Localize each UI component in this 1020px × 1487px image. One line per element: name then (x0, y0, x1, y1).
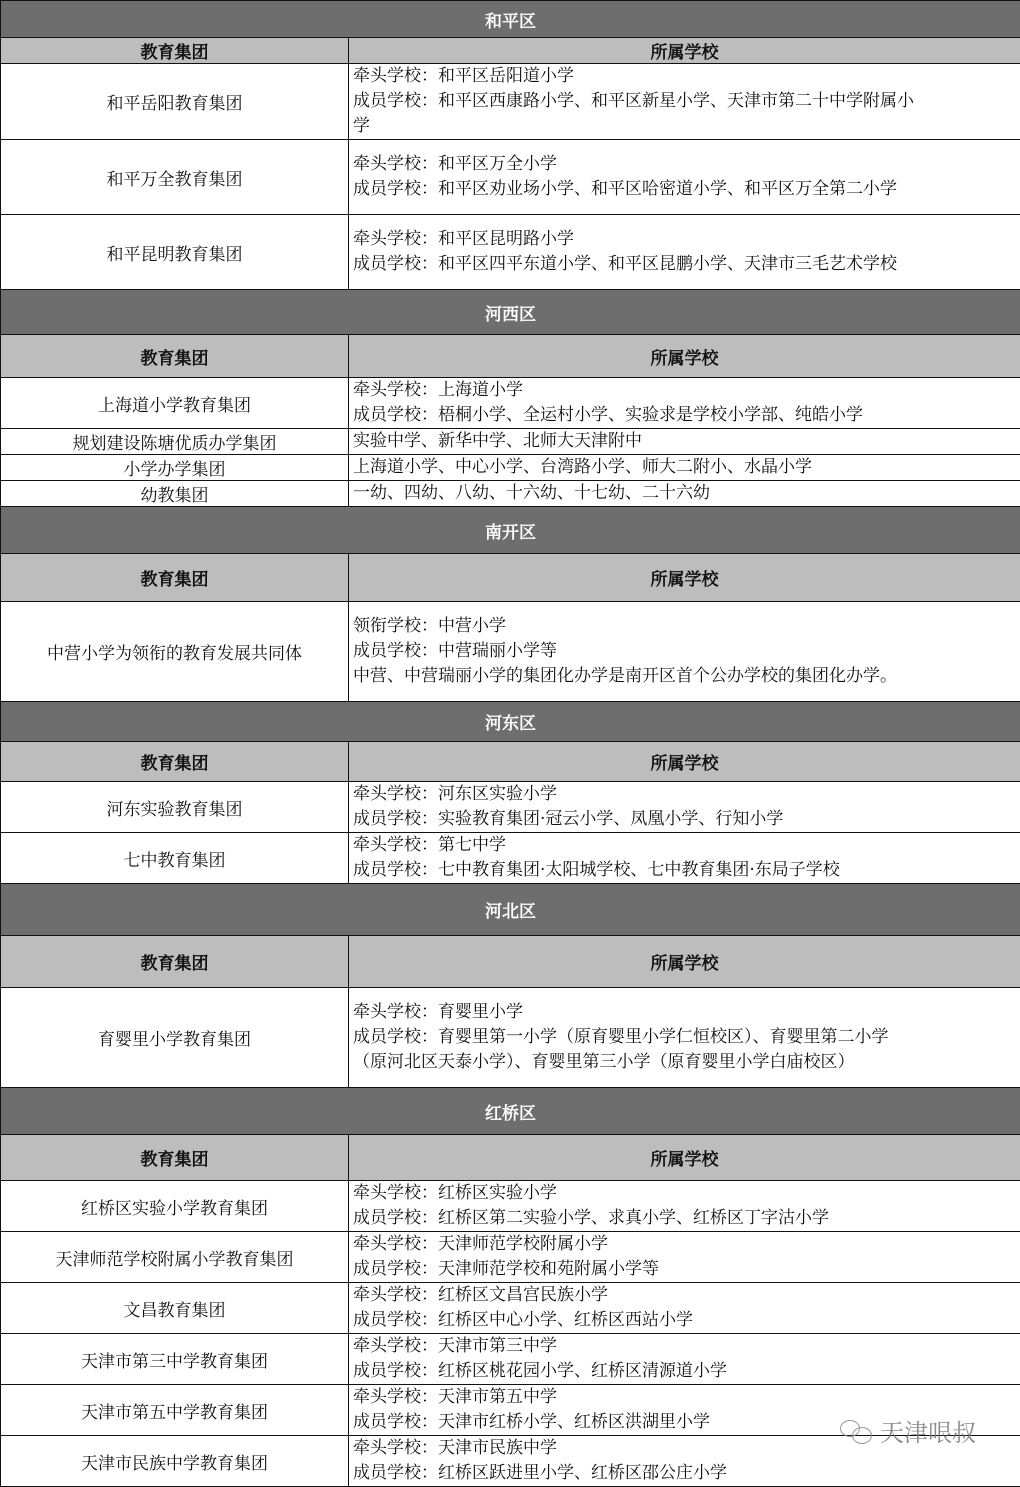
district-header-hexi: 河西区 (1, 290, 1020, 335)
group-name: 红桥区实验小学教育集团 (1, 1181, 349, 1232)
schools-cell: 领衔学校：中营小学 成员学校：中营瑞丽小学等 中营、中营瑞丽小学的集团化办学是南开区首个公办学校的集团化办学。 (349, 602, 1020, 702)
district-header-hongqiao: 红桥区 (1, 1088, 1020, 1135)
table-row (1, 1232, 1020, 1283)
group-name: 七中教育集团 (1, 833, 349, 884)
table-row (1, 455, 1020, 481)
schools-cell: 牵头学校：天津市第五中学 成员学校：天津市红桥小学、红桥区洪湖里小学 (349, 1385, 1020, 1436)
group-name: 中营小学为领衔的教育发展共同体 (1, 602, 349, 702)
district-header-hebei: 河北区 (1, 884, 1020, 936)
schools-cell: 牵头学校：河东区实验小学 成员学校：实验教育集团·冠云小学、凤凰小学、行知小学 (349, 782, 1020, 833)
schools-cell: 牵头学校：上海道小学 成员学校：梧桐小学、全运村小学、实验求是学校小学部、纯皓小学 (349, 378, 1020, 429)
group-name: 小学办学集团 (1, 455, 349, 481)
schools-cell: 实验中学、新华中学、北师大天津附中 (349, 429, 1020, 455)
schools-cell: 牵头学校：和平区岳阳道小学 成员学校：和平区西康路小学、和平区新星小学、天津市第二十中学附属小 学 (349, 64, 1020, 140)
schools-cell: 牵头学校：红桥区实验小学 成员学校：红桥区第二实验小学、求真小学、红桥区丁字沽小学 (349, 1181, 1020, 1232)
group-name: 河东实验教育集团 (1, 782, 349, 833)
column-header-row: 教育集团 所属学校 (1, 936, 1020, 988)
column-header-row: 教育集团 所属学校 (1, 335, 1020, 378)
wechat-icon (840, 1418, 874, 1444)
group-name: 规划建设陈塘优质办学集团 (1, 429, 349, 455)
table-row (1, 1181, 1020, 1232)
schools-cell: 牵头学校：红桥区文昌宫民族小学 成员学校：红桥区中心小学、红桥区西站小学 (349, 1283, 1020, 1334)
schools-cell: 牵头学校：天津师范学校附属小学 成员学校：天津师范学校和苑附属小学等 (349, 1232, 1020, 1283)
group-name: 和平昆明教育集团 (1, 215, 349, 290)
watermark-text: 天津哏叔 (880, 1413, 976, 1448)
district-header-nankai: 南开区 (1, 507, 1020, 554)
schools-cell: 牵头学校：育婴里小学 成员学校：育婴里第一小学（原育婴里小学仁恒校区）、育婴里第二小学 （原河北区天泰小学）、育婴里第三小学（原育婴里小学白庙校区） (349, 988, 1020, 1088)
column-header-row: 教育集团 所属学校 (1, 554, 1020, 602)
schools-cell: 上海道小学、中心小学、台湾路小学、师大二附小、水晶小学 (349, 455, 1020, 481)
table-row (1, 64, 1020, 140)
district-header-hedong: 河东区 (1, 702, 1020, 742)
group-name: 天津师范学校附属小学教育集团 (1, 1232, 349, 1283)
table-row (1, 140, 1020, 215)
table-row (1, 429, 1020, 455)
column-header-row: 教育集团 所属学校 (1, 38, 1020, 64)
column-header-row: 教育集团 所属学校 (1, 1135, 1020, 1181)
group-name: 天津市第五中学教育集团 (1, 1385, 349, 1436)
schools-cell: 牵头学校：天津市民族中学 成员学校：红桥区跃进里小学、红桥区邵公庄小学 (349, 1436, 1020, 1487)
table-row (1, 378, 1020, 429)
column-header-row: 教育集团 所属学校 (1, 742, 1020, 782)
schools-cell: 牵头学校：和平区万全小学 成员学校：和平区劝业场小学、和平区哈密道小学、和平区万全第二小学 (349, 140, 1020, 215)
schools-cell: 牵头学校：天津市第三中学 成员学校：红桥区桃花园小学、红桥区清源道小学 (349, 1334, 1020, 1385)
table-row (1, 833, 1020, 884)
schools-cell: 牵头学校：第七中学 成员学校：七中教育集团·太阳城学校、七中教育集团·东局子学校 (349, 833, 1020, 884)
schools-cell: 牵头学校：和平区昆明路小学 成员学校：和平区四平东道小学、和平区昆鹏小学、天津市三毛艺术学校 (349, 215, 1020, 290)
group-name: 天津市民族中学教育集团 (1, 1436, 349, 1487)
group-name: 文昌教育集团 (1, 1283, 349, 1334)
table-row (1, 1283, 1020, 1334)
district-header-heping: 和平区 (1, 1, 1020, 38)
table-row (1, 988, 1020, 1088)
group-name: 育婴里小学教育集团 (1, 988, 349, 1088)
table-row (1, 215, 1020, 290)
group-name: 上海道小学教育集团 (1, 378, 349, 429)
group-name: 和平岳阳教育集团 (1, 64, 349, 140)
table-row (1, 481, 1020, 507)
group-name: 天津市第三中学教育集团 (1, 1334, 349, 1385)
table-row (1, 1334, 1020, 1385)
table-row (1, 602, 1020, 702)
group-name: 和平万全教育集团 (1, 140, 349, 215)
group-name: 幼教集团 (1, 481, 349, 507)
schools-cell: 一幼、四幼、八幼、十六幼、十七幼、二十六幼 (349, 481, 1020, 507)
watermark (840, 1413, 976, 1448)
table-row (1, 782, 1020, 833)
